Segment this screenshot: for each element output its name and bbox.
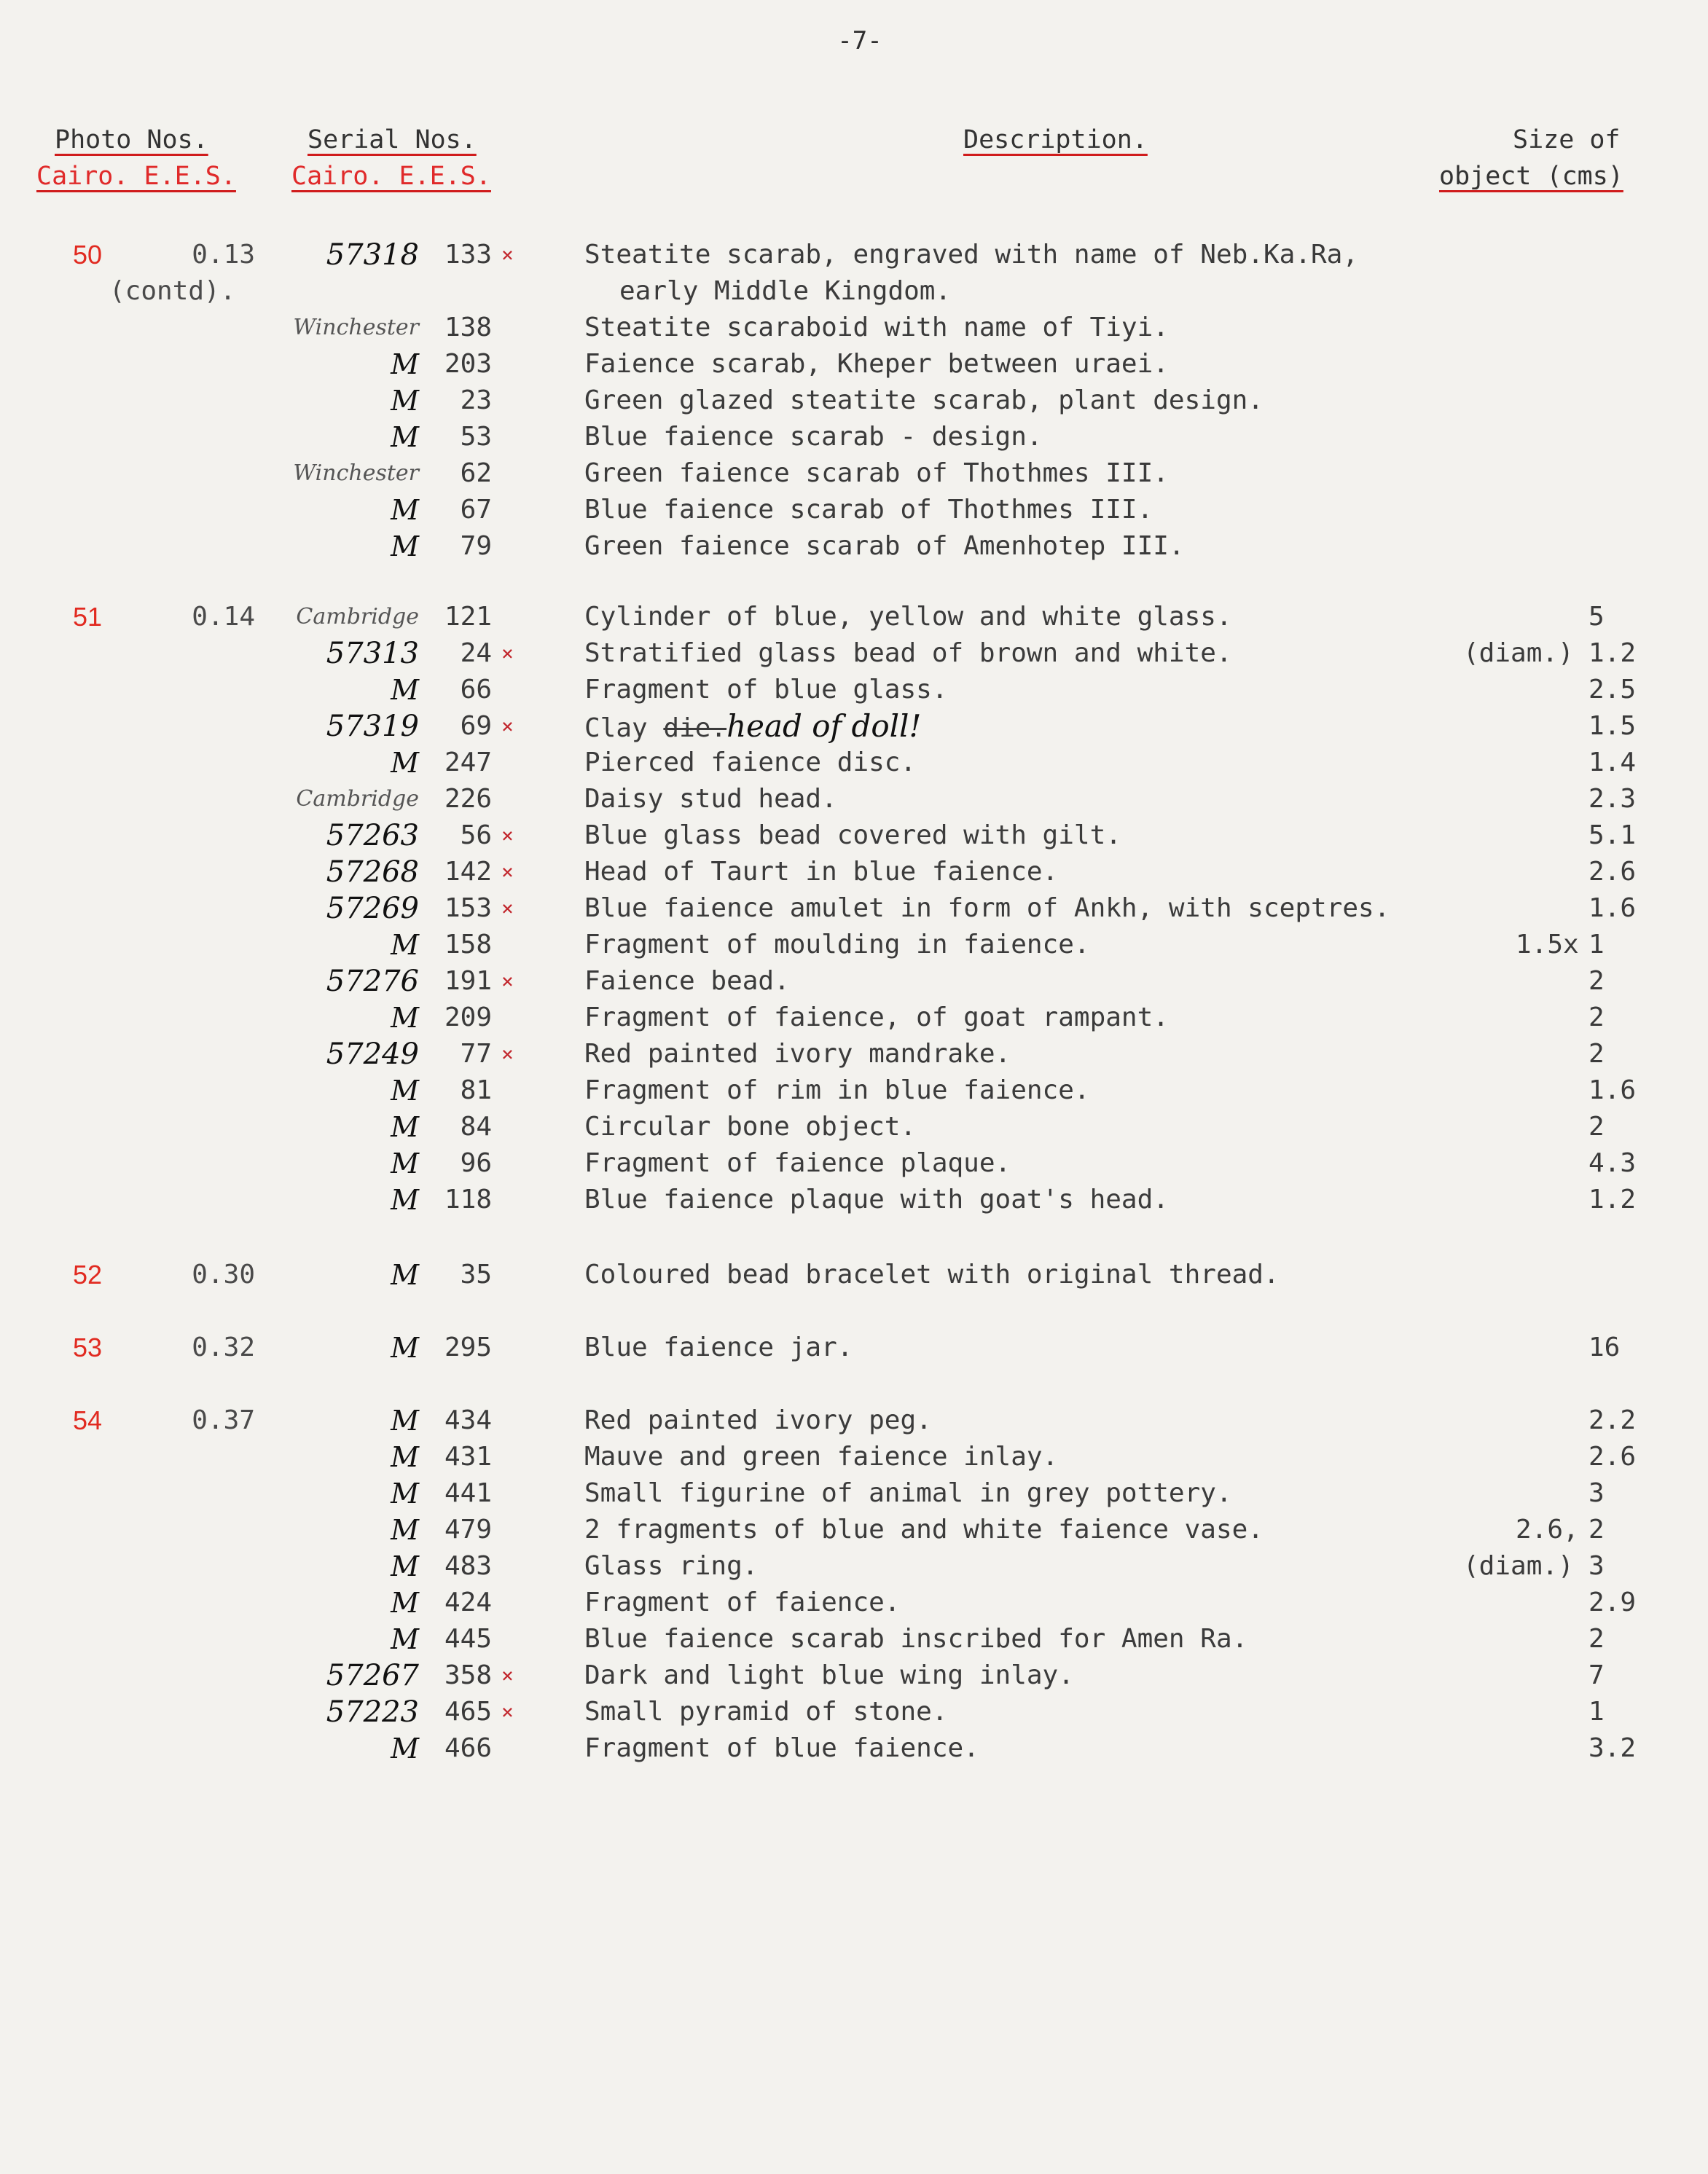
description <box>584 1512 1264 1548</box>
cairo-number: M <box>391 1550 419 1582</box>
description <box>584 1694 948 1730</box>
description-text: Circular bone object. <box>584 1112 917 1142</box>
cairo-number: 57268 <box>326 855 419 889</box>
description <box>584 1109 916 1145</box>
object-size: 2 <box>1588 1002 1605 1032</box>
serial-number: 121 <box>444 602 492 632</box>
table-row <box>0 237 1708 273</box>
serial-number: 23 <box>460 385 492 415</box>
description-text: Blue glass bead covered with gilt. <box>584 820 1121 850</box>
object-size: 3 <box>1588 1551 1605 1581</box>
object-size: 5.1 <box>1588 820 1637 850</box>
ees-photo-number: 0.32 <box>192 1333 255 1362</box>
serial-number: 153 <box>444 893 492 923</box>
cairo-number: M <box>391 929 419 961</box>
description-text: Blue faience scarab of Thothmes III. <box>584 495 1153 525</box>
description <box>584 890 1390 927</box>
check-mark: × <box>501 1042 514 1066</box>
cairo-number: 57263 <box>326 819 419 852</box>
table-row <box>0 382 1708 419</box>
serial-number: 466 <box>444 1733 492 1763</box>
description-text: Faience bead. <box>584 966 790 996</box>
table-row <box>0 1475 1708 1512</box>
description <box>584 1257 1280 1293</box>
object-size: 1.2 <box>1588 1185 1637 1214</box>
cairo-number: M <box>391 1259 419 1291</box>
serial-number: 434 <box>444 1405 492 1435</box>
cairo-number: 57318 <box>326 238 419 272</box>
object-size: 1.6 <box>1588 1075 1637 1105</box>
struck-text: die. <box>663 713 727 743</box>
serial-number: 69 <box>460 711 492 741</box>
serial-number: 79 <box>460 531 492 561</box>
description <box>584 599 1232 635</box>
table-row-continuation <box>0 273 1708 310</box>
object-size: 2 <box>1588 966 1605 996</box>
description <box>584 1730 979 1767</box>
description-text: Blue faience jar. <box>584 1333 853 1362</box>
table-row <box>0 1000 1708 1036</box>
object-size: 2 <box>1588 1039 1605 1069</box>
description <box>584 1000 1169 1036</box>
description-text: Steatite scaraboid with name of Tiyi. <box>584 313 1169 342</box>
description-text: Daisy stud head. <box>584 784 837 814</box>
description-text: Fragment of blue glass. <box>584 675 948 705</box>
cairo-number: M <box>391 421 419 453</box>
serial-number: 133 <box>444 240 492 270</box>
description <box>584 455 1169 492</box>
description <box>584 1182 1169 1218</box>
check-mark: × <box>501 641 514 665</box>
object-size: 2.6 <box>1588 1442 1637 1472</box>
cairo-number: 57313 <box>326 637 419 670</box>
serial-number: 424 <box>444 1588 492 1617</box>
table-row <box>0 346 1708 382</box>
cairo-number: M <box>391 1441 419 1473</box>
serial-number: 35 <box>460 1260 492 1290</box>
description <box>584 1330 853 1366</box>
description <box>584 237 1358 273</box>
description <box>584 1657 1074 1694</box>
description <box>584 1621 1247 1657</box>
description <box>584 1072 1090 1109</box>
description-text: Mauve and green faience inlay. <box>584 1442 1059 1472</box>
description-text: 2 fragments of blue and white faience vase. <box>584 1515 1264 1545</box>
size-note: (diam.) <box>1463 638 1574 668</box>
table-row <box>0 1182 1708 1218</box>
description <box>584 310 1169 346</box>
cairo-number: Cambridge <box>296 786 419 812</box>
object-size: 1 <box>1588 930 1605 960</box>
description-text: Fragment of rim in blue faience. <box>584 1075 1090 1105</box>
object-size: 2.5 <box>1588 675 1637 705</box>
object-size: 2.6 <box>1588 857 1637 887</box>
object-size: 2.3 <box>1588 784 1637 814</box>
table-row <box>0 1257 1708 1293</box>
table-row <box>0 1512 1708 1548</box>
check-mark: × <box>501 969 514 993</box>
serial-number: 81 <box>460 1075 492 1105</box>
description-text: Blue faience amulet in form of Ankh, with sceptres. <box>584 893 1390 923</box>
size-note: 2.6, <box>1516 1515 1579 1545</box>
serial-number: 191 <box>444 966 492 996</box>
cairo-number: M <box>391 1623 419 1655</box>
description-text: Red painted ivory peg. <box>584 1405 932 1435</box>
description-text: Fragment of moulding in faience. <box>584 930 1090 960</box>
description <box>584 528 1185 565</box>
object-size: 4.3 <box>1588 1148 1637 1178</box>
description-text: Coloured bead bracelet with original thread. <box>584 1260 1280 1290</box>
table-row <box>0 310 1708 346</box>
object-size: 2.9 <box>1588 1588 1637 1617</box>
cairo-number: M <box>391 1184 419 1216</box>
description-text: Glass ring. <box>584 1551 759 1581</box>
object-size: 16 <box>1588 1333 1621 1362</box>
serial-number: 138 <box>444 313 492 342</box>
serial-number: 431 <box>444 1442 492 1472</box>
description-text: Pierced faience disc. <box>584 747 917 777</box>
serial-number: 96 <box>460 1148 492 1178</box>
description-text: Fragment of faience, of goat rampant. <box>584 1002 1169 1032</box>
description <box>584 817 1121 854</box>
serial-number: 24 <box>460 638 492 668</box>
description <box>584 963 790 1000</box>
description <box>584 708 921 747</box>
page-number: -7- <box>837 26 882 55</box>
description <box>584 382 1264 419</box>
ees-note: (contd). <box>109 276 236 306</box>
serial-number: 84 <box>460 1112 492 1142</box>
table-row <box>0 635 1708 672</box>
description-text: Red painted ivory mandrake. <box>584 1039 1011 1069</box>
object-size: 7 <box>1588 1660 1605 1690</box>
cairo-number: M <box>391 385 419 417</box>
object-size: 2 <box>1588 1112 1605 1142</box>
description <box>584 1475 1232 1512</box>
cairo-number: M <box>391 1732 419 1765</box>
photo-number: 51 <box>73 602 103 632</box>
cairo-number: 57223 <box>326 1695 419 1729</box>
cairo-number: M <box>391 747 419 779</box>
description-text: Fragment of faience. <box>584 1588 901 1617</box>
cairo-number: M <box>391 674 419 706</box>
photo-number: 53 <box>73 1333 103 1362</box>
description-text: Green glazed steatite scarab, plant design. <box>584 385 1264 415</box>
size-note: (diam.) <box>1463 1551 1574 1581</box>
cairo-number: M <box>391 1405 419 1437</box>
cairo-number: M <box>391 1002 419 1034</box>
description-text: Dark and light blue wing inlay. <box>584 1660 1074 1690</box>
description-text: Blue faience scarab inscribed for Amen Ra. <box>584 1624 1248 1654</box>
cairo-number: M <box>391 494 419 526</box>
description-text: Green faience scarab of Thothmes III. <box>584 458 1169 488</box>
cairo-number: M <box>391 1587 419 1619</box>
serial-number: 295 <box>444 1333 492 1362</box>
table-row <box>0 1109 1708 1145</box>
serial-number: 158 <box>444 930 492 960</box>
header-size-line2: object (cms) <box>1439 162 1623 191</box>
serial-number: 66 <box>460 675 492 705</box>
header-serial-nos: Serial Nos. <box>307 125 477 154</box>
object-size: 1.4 <box>1588 747 1637 777</box>
description <box>584 927 1090 963</box>
table-row <box>0 817 1708 854</box>
serial-number: 62 <box>460 458 492 488</box>
check-mark: × <box>501 243 514 267</box>
table-row <box>0 1402 1708 1439</box>
ees-photo-number: 0.14 <box>192 602 255 632</box>
table-row <box>0 745 1708 781</box>
description <box>584 854 1058 890</box>
object-size: 2 <box>1588 1515 1605 1545</box>
object-size: 1 <box>1588 1697 1605 1727</box>
description <box>584 1548 758 1585</box>
cairo-number: Winchester <box>293 315 419 340</box>
description-text: Faience scarab, Kheper between uraei. <box>584 349 1169 379</box>
table-row <box>0 854 1708 890</box>
serial-number: 479 <box>444 1515 492 1545</box>
table-row <box>0 1145 1708 1182</box>
serial-number: 483 <box>444 1551 492 1581</box>
description <box>584 1145 1011 1182</box>
table-row <box>0 1621 1708 1657</box>
header-cairo-ees-serial: Cairo. E.E.S. <box>291 162 491 191</box>
serial-number: 226 <box>444 784 492 814</box>
check-mark: × <box>501 1700 514 1724</box>
table-row <box>0 963 1708 1000</box>
description <box>584 1585 900 1621</box>
cairo-number: M <box>391 348 419 380</box>
object-size: 2.2 <box>1588 1405 1637 1435</box>
ees-photo-number: 0.30 <box>192 1260 255 1290</box>
serial-number: 77 <box>460 1039 492 1069</box>
table-row <box>0 599 1708 635</box>
table-row <box>0 1330 1708 1366</box>
cairo-number: 57267 <box>326 1659 419 1692</box>
table-row <box>0 1585 1708 1621</box>
object-size: 1.2 <box>1588 638 1637 668</box>
object-size: 5 <box>1588 602 1605 632</box>
description <box>584 1439 1058 1475</box>
description <box>584 346 1169 382</box>
table-row <box>0 1657 1708 1694</box>
check-mark: × <box>501 714 514 738</box>
table-row <box>0 528 1708 565</box>
table-row <box>0 1072 1708 1109</box>
size-note: 1.5x <box>1516 930 1579 960</box>
serial-number: 465 <box>444 1697 492 1727</box>
cairo-number: 57276 <box>326 965 419 998</box>
description-text: Small figurine of animal in grey pottery. <box>584 1478 1232 1508</box>
cairo-number: M <box>391 1514 419 1546</box>
object-size: 3.2 <box>1588 1733 1637 1763</box>
table-row <box>0 708 1708 745</box>
cairo-number: Cambridge <box>296 604 419 629</box>
header-photo-nos: Photo Nos. <box>55 125 208 154</box>
description-text: Blue faience plaque with goat's head. <box>584 1185 1169 1214</box>
photo-number: 54 <box>73 1405 103 1435</box>
table-row <box>0 1730 1708 1767</box>
table-row <box>0 419 1708 455</box>
cairo-number: M <box>391 1075 419 1107</box>
object-size: 1.5 <box>1588 711 1637 741</box>
description <box>584 781 837 817</box>
serial-number: 118 <box>444 1185 492 1214</box>
serial-number: 53 <box>460 422 492 452</box>
description-text: Stratified glass bead of brown and white. <box>584 638 1232 668</box>
description-text: Blue faience scarab - design. <box>584 422 1043 452</box>
serial-number: 142 <box>444 857 492 887</box>
check-mark: × <box>501 1663 514 1687</box>
description-text: Head of Taurt in blue faience. <box>584 857 1059 887</box>
description <box>584 1402 932 1439</box>
object-size: 3 <box>1588 1478 1605 1508</box>
description <box>584 635 1232 672</box>
table-row <box>0 781 1708 817</box>
cairo-number: M <box>391 1111 419 1143</box>
description-text: Cylinder of blue, yellow and white glass. <box>584 602 1232 632</box>
check-mark: × <box>501 823 514 847</box>
check-mark: × <box>501 860 514 884</box>
ees-photo-number: 0.37 <box>192 1405 255 1435</box>
description-continuation: early Middle Kingdom. <box>619 276 952 306</box>
cairo-number: M <box>391 530 419 562</box>
serial-number: 247 <box>444 747 492 777</box>
table-row <box>0 1548 1708 1585</box>
table-row <box>0 1036 1708 1072</box>
description <box>584 492 1153 528</box>
photo-number: 50 <box>73 240 103 270</box>
table-row <box>0 672 1708 708</box>
ees-photo-number: 0.13 <box>192 240 255 270</box>
cairo-number: M <box>391 1147 419 1180</box>
cairo-number: 57319 <box>326 710 419 743</box>
header-description: Description. <box>963 125 1148 154</box>
header-size-line1: Size of <box>1513 125 1621 154</box>
cairo-number: M <box>391 1478 419 1510</box>
table-row <box>0 927 1708 963</box>
handwritten-correction: head of doll! <box>726 708 922 744</box>
description <box>584 1036 1011 1072</box>
serial-number: 445 <box>444 1624 492 1654</box>
table-row <box>0 890 1708 927</box>
cairo-number: Winchester <box>293 460 419 486</box>
object-size: 2 <box>1588 1624 1605 1654</box>
description-text: Clay <box>584 713 648 743</box>
description <box>584 672 948 708</box>
serial-number: 56 <box>460 820 492 850</box>
description-text: Fragment of faience plaque. <box>584 1148 1011 1178</box>
serial-number: 67 <box>460 495 492 525</box>
description-text: Green faience scarab of Amenhotep III. <box>584 531 1185 561</box>
object-size: 1.6 <box>1588 893 1637 923</box>
description-text: Small pyramid of stone. <box>584 1697 948 1727</box>
description-text: Fragment of blue faience. <box>584 1733 979 1763</box>
description <box>584 745 916 781</box>
serial-number: 358 <box>444 1660 492 1690</box>
table-row <box>0 1694 1708 1730</box>
header-cairo-ees-photo: Cairo. E.E.S. <box>36 162 236 191</box>
table-row <box>0 492 1708 528</box>
table-row <box>0 455 1708 492</box>
photo-number: 52 <box>73 1260 103 1290</box>
cairo-number: 57249 <box>326 1037 419 1071</box>
cairo-number: 57269 <box>326 892 419 925</box>
check-mark: × <box>501 896 514 920</box>
description-text: Steatite scarab, engraved with name of Neb.Ka.Ra, <box>584 240 1359 270</box>
cairo-number: M <box>391 1332 419 1364</box>
serial-number: 441 <box>444 1478 492 1508</box>
table-row <box>0 1439 1708 1475</box>
serial-number: 209 <box>444 1002 492 1032</box>
serial-number: 203 <box>444 349 492 379</box>
description <box>584 419 1043 455</box>
